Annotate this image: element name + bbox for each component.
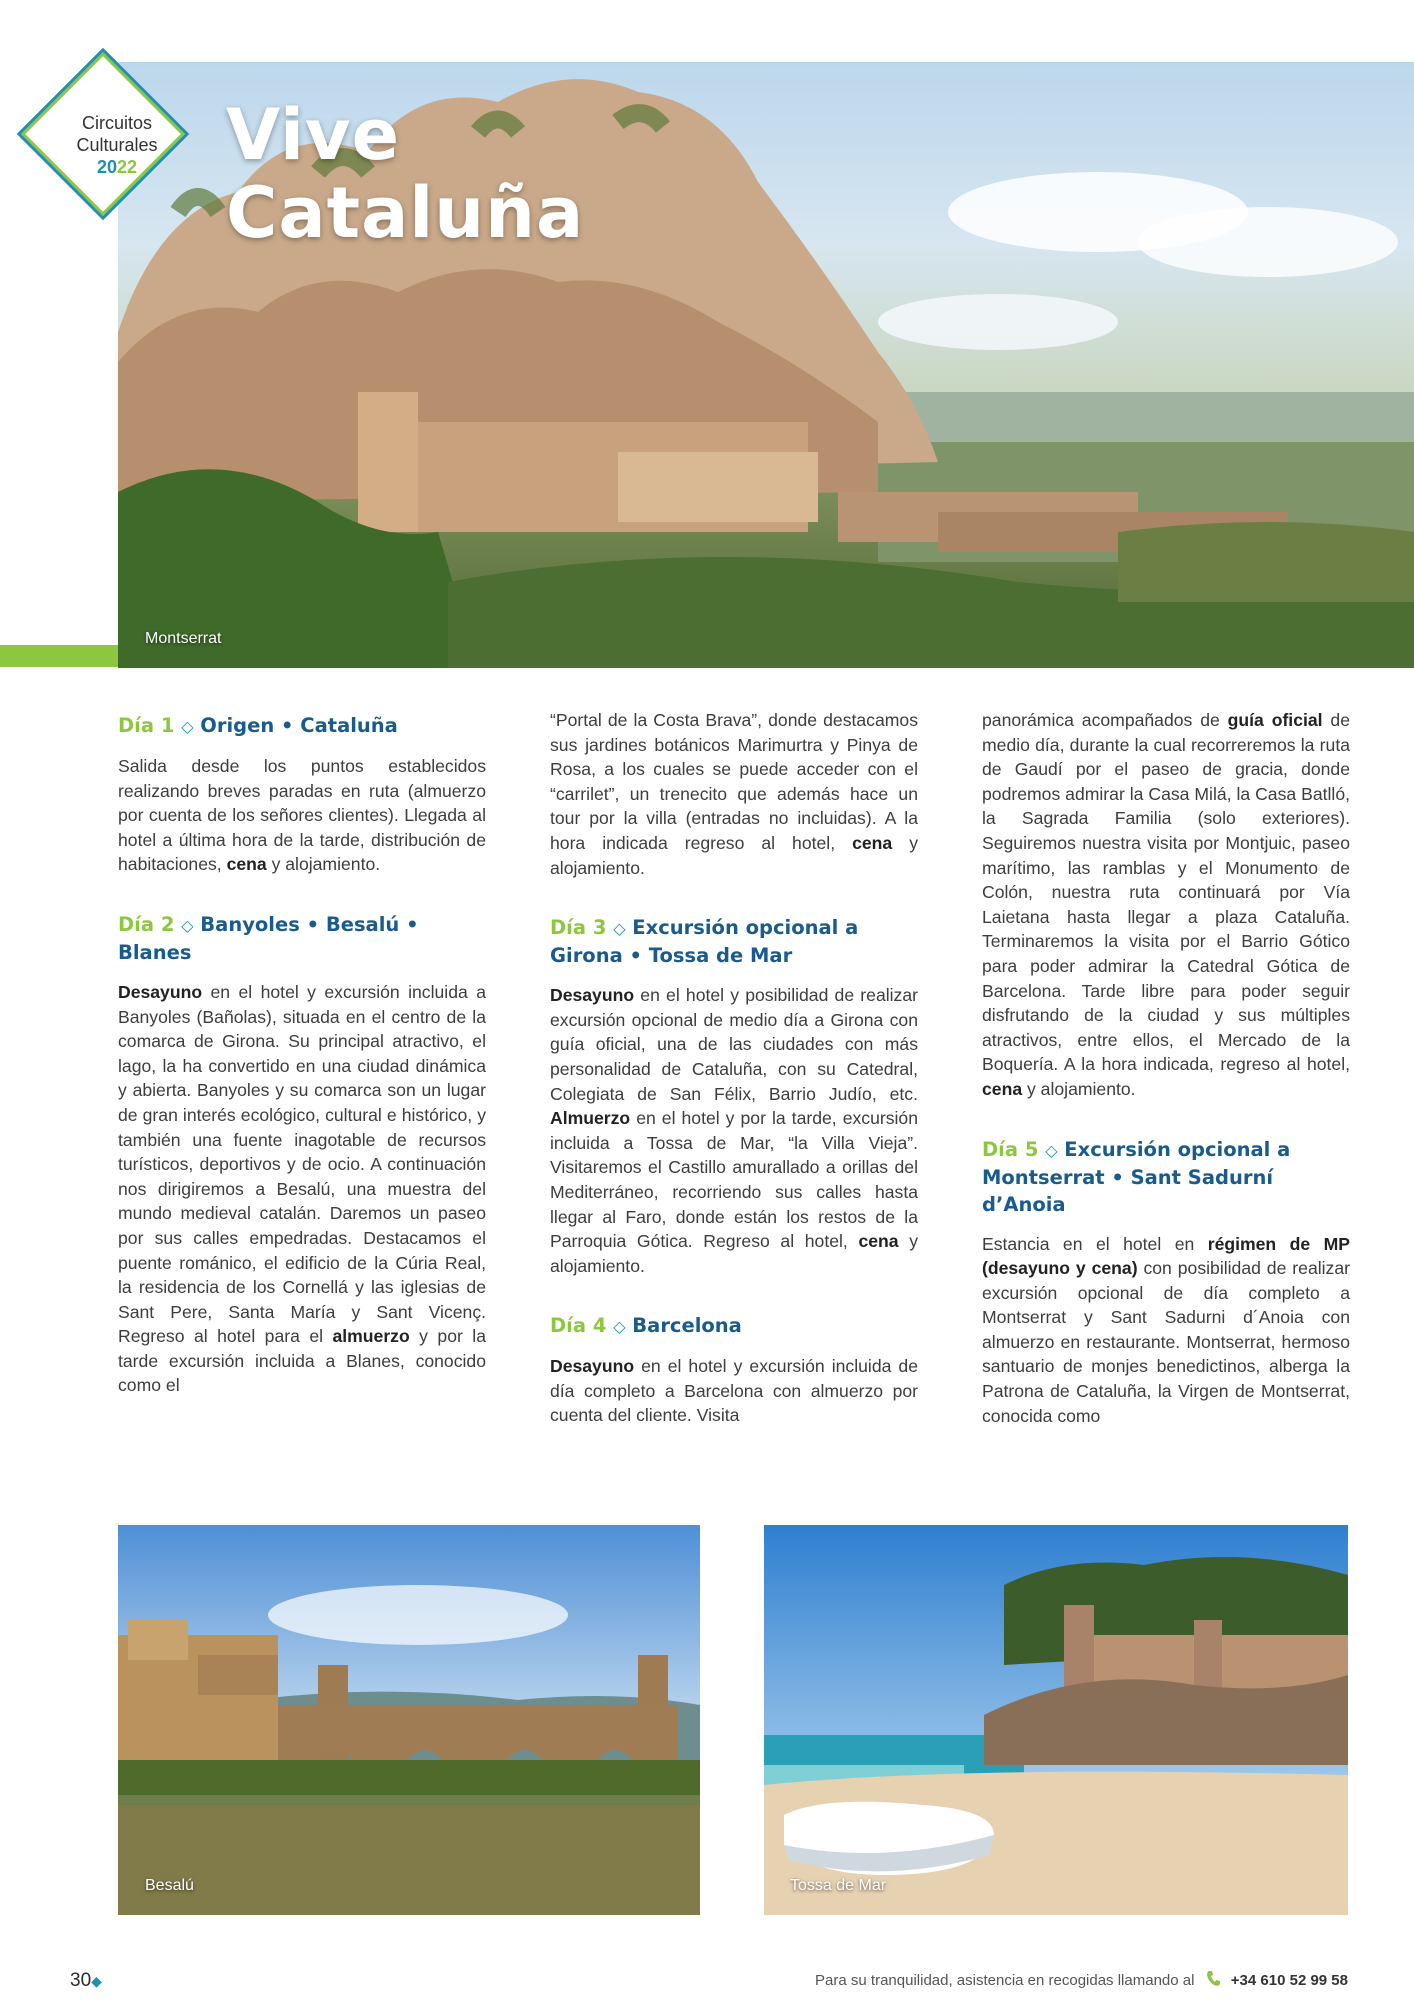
day-1-text: Salida desde los puntos establecidos realizando breves paradas en ruta (almuerzo por cuenta de los señores clientes). Llegada al hotel a última hora de la tarde, distribución de habitaciones, cena y alojamiento.: [118, 756, 486, 875]
day-3-heading: Día 3 ◇ Excursión opcional a Girona • Tossa de Mar: [550, 916, 859, 968]
besalu-illustration: [118, 1525, 700, 1915]
day-1-heading: Día 1 ◇ Origen • Cataluña: [118, 714, 398, 737]
diamond-icon: ◇: [181, 915, 194, 935]
column-3: [982, 708, 1350, 1462]
tossa-illustration: [764, 1525, 1348, 1915]
title-line-1: Vive: [226, 94, 401, 176]
photo-caption-tossa: Tossa de Mar: [790, 1877, 887, 1894]
diamond-icon: ◇: [613, 1317, 626, 1337]
column-1: [118, 712, 486, 1432]
day-5-heading: Día 5 ◇ Excursión opcional a Montserrat • Sant Sadurní d’Anoia: [982, 1137, 1291, 1216]
phone-icon: [1205, 1970, 1221, 1988]
day-2-heading: Día 2 ◇ Banyoles • Besalú • Blanes: [118, 912, 419, 964]
phone-number[interactable]: +34 610 52 99 58: [1230, 1972, 1348, 1989]
footer-note-text: Para su tranquilidad, asistencia en recogidas llamando al: [815, 1972, 1195, 1989]
accent-bar: [0, 645, 118, 667]
diamond-icon: ◇: [613, 919, 626, 939]
badge-line-2: Culturales: [76, 135, 158, 155]
photo-caption-besalu: Besalú: [145, 1877, 194, 1894]
day-2-text: Desayuno en el hotel y excursión incluida a Banyoles (Bañolas), situada en el centro de la comarca de Girona. Su principal atractivo, el lago, la ha convertido en una ciudad dinámica y abierta. Banyoles y su comarca son un lugar de gran interés ecológico, cultural e histórico, y también una fuente inagotable de recursos turísticos, deportivos y de ocio. A continuación nos dirigiremos a Besalú, una muestra del mundo medieval catalán. Daremos un paseo por sus calles empedradas. Destacamos el puente románico, el edificio de la Cúria Real, la residencia de los Cornellá y las iglesias de Sant Pere, Santa María y Sant Vicenç. Regreso al hotel para el almuerzo y por la tarde excursión incluida a Blanes, conocido como el: [118, 981, 486, 1396]
page-number: 30◆: [70, 1970, 102, 1991]
footer-assistance: [815, 1970, 1348, 1989]
photo-besalu: [118, 1525, 700, 1915]
diamond-icon: ◇: [1045, 1140, 1058, 1160]
day-4-heading: Día 4 ◇ Barcelona: [550, 1314, 742, 1338]
badge-line-1: Circuitos: [81, 113, 152, 133]
badge-text: [46, 112, 188, 178]
day-3-text: Desayuno en el hotel y posibilidad de realizar excursión opcional de medio día a Girona con guía oficial, una de las ciudades con más personalidad de Cataluña, con su Catedral, Colegiata de San Félix, Barrio Judío, etc. Almuerzo en el hotel y por la tarde, excursión incluida a Tossa de Mar, “la Villa Vieja”. Visitaremos el Castillo amurallado a orillas del Mediterráneo, recorriendo sus calles hasta llegar al Faro, donde están los restos de la Parroquia Gótica. Regreso al hotel, cena y alojamiento.: [550, 985, 918, 1276]
photo-tossa-de-mar: [764, 1525, 1348, 1915]
day-4-text-continued: panorámica acompañados de guía oficial de medio día, durante la cual recorreremos la ruta de Gaudí por el paseo de gracia, donde podremos admirar la Casa Milá, la Casa Batlló, la Sagrada Familia (solo exteriores). Seguiremos nuestra visita por Montjuic, paseo marítimo, las ramblas y el Monumento de Colón, nuestra ruta continuará por Vía Laietana hasta llegar a plaza Cataluña. Terminaremos la visita por el Barrio Gótico para poder admirar la Catedral Gótica de Barcelona. Tarde libre para poder seguir disfrutando de la ciudad y sus múltiples atractivos, entre ellos, el Mercado de la Boquería. A la hora indicada, regreso al hotel, cena y alojamiento.: [982, 710, 1350, 1099]
badge-year: 2022: [96, 157, 138, 177]
diamond-icon: ◆: [91, 1973, 102, 1989]
column-2: [550, 708, 918, 1462]
day-2-text-continued: “Portal de la Costa Brava”, donde destacamos sus jardines botánicos Marimurtra y Pinya de Rosa, a los cuales se puede acceder con el “carrilet”, un trenecito que además hace un tour por la villa (entradas no incluidas). A la hora indicada regreso al hotel, cena y alojamiento.: [550, 710, 918, 878]
hero-caption: Montserrat: [145, 630, 222, 647]
day-5-text: Estancia en el hotel en régimen de MP (desayuno y cena) con posibilidad de realizar excursión opcional de día completo a Montserrat y Sant Sadurni d´Anoia con almuerzo en restaurante. Montserrat, hermoso santuario de monjes benedictinos, alberga la Patrona de Cataluña, la Virgen de Montserrat, conocida como: [982, 1233, 1350, 1426]
diamond-icon: ◇: [181, 717, 194, 736]
page-title: [226, 96, 584, 252]
title-line-2: Cataluña: [226, 172, 585, 254]
day-4-text: Desayuno en el hotel y excursión incluida de día completo a Barcelona con almuerzo por cuenta del cliente. Visita: [550, 1356, 918, 1426]
